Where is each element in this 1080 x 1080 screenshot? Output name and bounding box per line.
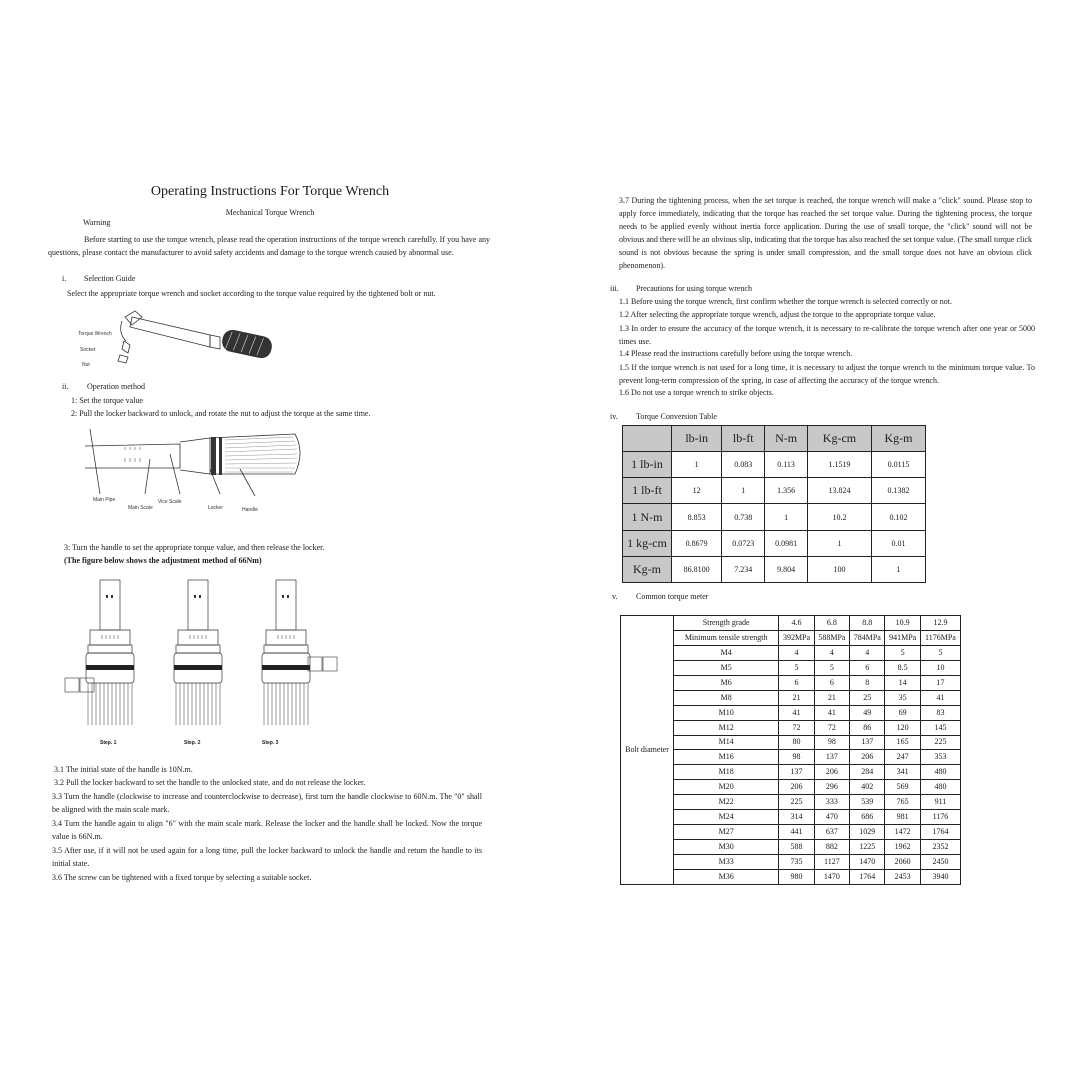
- bolt-size: M14: [674, 735, 779, 750]
- bolt-size: M6: [674, 675, 779, 690]
- table-cell: 98: [814, 735, 849, 750]
- section-ii-number: ii.: [62, 382, 69, 391]
- table-cell: 72: [814, 720, 849, 735]
- table-cell: 0.1382: [871, 478, 925, 504]
- table-cell: 4: [814, 645, 849, 660]
- table-cell: 2352: [920, 840, 960, 855]
- table-header: lb-ft: [722, 426, 765, 452]
- warning-heading: Warning: [83, 218, 111, 227]
- table-row: [623, 504, 926, 530]
- step-label-2: Step. 2: [184, 740, 201, 746]
- bolt-diameter-label: Bolt diameter: [621, 616, 674, 885]
- table-cell: 0.0115: [871, 452, 925, 478]
- table-cell: 1764: [920, 825, 960, 840]
- step1-text: 1: Set the torque value: [71, 396, 143, 405]
- note-3-5: 3.5 After use, if it will not be used again for a long time, pull the locker backward to unlock the handle and return the handle to its initial state.: [52, 846, 482, 868]
- table-cell: 137: [779, 765, 814, 780]
- table-cell: 8.5: [885, 660, 920, 675]
- table-cell: 7.234: [722, 556, 765, 582]
- torque-conversion-table: [622, 425, 926, 583]
- table-cell: 5: [920, 645, 960, 660]
- bolt-size: M10: [674, 705, 779, 720]
- note-3-3: 3.3 Turn the handle (clockwise to increase and counterclockwise to decrease), first turn the handle clockwise to 60N.m. The "0" shall be aligned with the main scale mark.: [52, 792, 482, 814]
- table-cell: 1176: [920, 810, 960, 825]
- table-cell: 0.738: [722, 504, 765, 530]
- table-cell: 402: [850, 780, 885, 795]
- note-3-6: 3.6 The screw can be tightened with a fixed torque by selecting a suitable socket.: [52, 873, 312, 882]
- table-row-header: 1 lb-ft: [623, 478, 672, 504]
- table-cell: 0.0723: [722, 530, 765, 556]
- table-cell: 480: [920, 780, 960, 795]
- table-cell: 480: [920, 765, 960, 780]
- table-cell: 137: [850, 735, 885, 750]
- table-row-header: 1 lb-in: [623, 452, 672, 478]
- bolt-size: M22: [674, 795, 779, 810]
- table-cell: 10: [920, 660, 960, 675]
- table-cell: 6: [814, 675, 849, 690]
- table-cell: 41: [920, 690, 960, 705]
- table-row: [623, 426, 926, 452]
- table-cell: 1225: [850, 840, 885, 855]
- table-cell: 6: [779, 675, 814, 690]
- fig2-label-main-scale: Main Scale: [128, 505, 153, 511]
- table-cell: 98: [779, 750, 814, 765]
- table-cell: 637: [814, 825, 849, 840]
- bolt-size: M36: [674, 869, 779, 884]
- wrench-scale-figure: [80, 424, 350, 504]
- table-row-header: Kg-m: [623, 556, 672, 582]
- table-cell: 1029: [850, 825, 885, 840]
- fig2-label-handle: Handle: [242, 507, 258, 513]
- fig1-label-socket: Socket: [80, 347, 96, 353]
- table-cell: 1: [807, 530, 871, 556]
- table-cell: 470: [814, 810, 849, 825]
- section-v-number: v.: [612, 592, 618, 601]
- table-cell: 2453: [885, 869, 920, 884]
- table-cell: 284: [850, 765, 885, 780]
- strength-grade-label: Strength grade: [674, 616, 779, 631]
- table-cell: 941MPa: [885, 630, 920, 645]
- table-cell: 247: [885, 750, 920, 765]
- table-cell: 72: [779, 720, 814, 735]
- table-cell: 1962: [885, 840, 920, 855]
- torque-wrench-figure: [70, 305, 290, 375]
- section-iii-title: Precautions for using torque wrench: [636, 284, 752, 293]
- section-iv-number: iv.: [610, 412, 618, 421]
- table-cell: 5: [885, 645, 920, 660]
- table-cell: 9.804: [765, 556, 808, 582]
- table-cell: 225: [779, 795, 814, 810]
- table-cell: 588MPa: [814, 630, 849, 645]
- step-label-1: Step. 1: [100, 740, 117, 746]
- bolt-size: M20: [674, 780, 779, 795]
- section-ii-title: Operation method: [87, 382, 145, 391]
- fig1-label-nut: Nut: [82, 362, 90, 368]
- table-cell: 35: [885, 690, 920, 705]
- table-cell: 882: [814, 840, 849, 855]
- table-cell: 17: [920, 675, 960, 690]
- table-cell: 25: [850, 690, 885, 705]
- table-cell: 1: [871, 556, 925, 582]
- table-row-header: 1 kg-cm: [623, 530, 672, 556]
- table-cell: 5: [779, 660, 814, 675]
- bolt-size: M12: [674, 720, 779, 735]
- table-cell: 981: [885, 810, 920, 825]
- table-cell: 41: [814, 705, 849, 720]
- precaution-1-3: 1.3 In order to ensure the accuracy of the torque wrench, it is necessary to re-calibrate the torque wrench after one year or 5000 times use.: [619, 324, 1035, 346]
- table-cell: 2060: [885, 855, 920, 870]
- table-cell: [623, 426, 672, 452]
- section-i-number: i.: [62, 274, 67, 283]
- page-title: Operating Instructions For Torque Wrench: [150, 184, 390, 199]
- table-cell: 735: [779, 855, 814, 870]
- selection-text: Select the appropriate torque wrench and socket according to the torque value required by the tightened bolt or nut.: [67, 289, 436, 298]
- bolt-size: M33: [674, 855, 779, 870]
- common-torque-table: [620, 615, 961, 885]
- table-cell: 6: [850, 660, 885, 675]
- note-3-1: 3.1 The initial state of the handle is 10N.m.: [54, 765, 193, 774]
- table-cell: 0.8679: [672, 530, 722, 556]
- table-cell: 80: [779, 735, 814, 750]
- table-row-header: 1 N-m: [623, 504, 672, 530]
- table-cell: 86: [850, 720, 885, 735]
- table-cell: 137: [814, 750, 849, 765]
- table-cell: 784MPa: [850, 630, 885, 645]
- table-cell: 686: [850, 810, 885, 825]
- table-cell: 12: [672, 478, 722, 504]
- table-cell: 1470: [814, 869, 849, 884]
- table-cell: 10.2: [807, 504, 871, 530]
- table-cell: 49: [850, 705, 885, 720]
- page-subtitle: Mechanical Torque Wrench: [225, 208, 315, 217]
- table-header: 8.8: [850, 616, 885, 631]
- table-cell: 165: [885, 735, 920, 750]
- table-cell: 83: [920, 705, 960, 720]
- step3-text: 3: Turn the handle to set the appropriate torque value, and then release the locker.: [64, 543, 325, 552]
- table-cell: 206: [779, 780, 814, 795]
- table-cell: 69: [885, 705, 920, 720]
- section-iv-title: Torque Conversion Table: [636, 412, 717, 421]
- adjustment-steps-figure: [60, 575, 350, 740]
- bolt-size: M16: [674, 750, 779, 765]
- bolt-size: M24: [674, 810, 779, 825]
- step2-text: 2: Pull the locker backward to unlock, and rotate the nut to adjust the torque at the same time.: [71, 409, 371, 418]
- table-cell: 1127: [814, 855, 849, 870]
- table-cell: 100: [807, 556, 871, 582]
- table-cell: 1470: [850, 855, 885, 870]
- fig2-label-locker: Locker: [208, 505, 224, 511]
- table-cell: 3940: [920, 869, 960, 884]
- table-cell: 980: [779, 869, 814, 884]
- table-row: [623, 478, 926, 504]
- bolt-size: M8: [674, 690, 779, 705]
- note-3-4: 3.4 Turn the handle again to align "6" with the main scale mark. Release the locker and the handle shall be locked. Now the torque value is 66N.m.: [52, 819, 482, 841]
- table-header: 4.6: [779, 616, 814, 631]
- table-cell: 539: [850, 795, 885, 810]
- table-cell: 2450: [920, 855, 960, 870]
- table-header: 12.9: [920, 616, 960, 631]
- table-cell: 1: [722, 478, 765, 504]
- table-cell: 4: [850, 645, 885, 660]
- warning-text: Before starting to use the torque wrench, please read the operation instructions of the torque wrench carefully. If you have any questions, please contact the manufacturer to avoid safety accidents and damage to the torque wrench caused by abnormal use.: [48, 235, 490, 257]
- fig1-label-wrench: Torque Wrench: [78, 331, 112, 337]
- step-label-3: Step. 3: [262, 740, 279, 746]
- table-cell: 86.8100: [672, 556, 722, 582]
- table-cell: 206: [850, 750, 885, 765]
- fig2-label-vice-scale: Vice Scale: [158, 499, 182, 505]
- table-cell: 1764: [850, 869, 885, 884]
- table-cell: 0.0981: [765, 530, 808, 556]
- table-cell: 0.102: [871, 504, 925, 530]
- table-header: 10.9: [885, 616, 920, 631]
- bolt-size: M30: [674, 840, 779, 855]
- bolt-size: M5: [674, 660, 779, 675]
- table-cell: 206: [814, 765, 849, 780]
- table-header: lb-in: [672, 426, 722, 452]
- table-cell: 145: [920, 720, 960, 735]
- table-cell: 0.01: [871, 530, 925, 556]
- table-cell: 8: [850, 675, 885, 690]
- precaution-1-5: 1.5 If the torque wrench is not used for a long time, it is necessary to adjust the torque wrench to the minimum torque value. To prevent long-term compression of the spring, in case of affecting the accuracy of the torque wrench.: [619, 363, 1035, 385]
- table-cell: 0.083: [722, 452, 765, 478]
- table-cell: 296: [814, 780, 849, 795]
- table-cell: 333: [814, 795, 849, 810]
- table-cell: 41: [779, 705, 814, 720]
- note-3-2: 3.2 Pull the locker backward to set the handle to the unlocked state, and do not release the locker.: [54, 778, 366, 787]
- table-header: Kg-m: [871, 426, 925, 452]
- table-header: Kg-cm: [807, 426, 871, 452]
- table-row: [623, 452, 926, 478]
- precaution-1-4: 1.4 Please read the instructions carefully before using the torque wrench.: [619, 349, 853, 358]
- precaution-1-2: 1.2 After selecting the appropriate torque wrench, adjust the torque to the appropriate torque value.: [619, 310, 936, 319]
- table-cell: 911: [920, 795, 960, 810]
- table-cell: 13.824: [807, 478, 871, 504]
- table-cell: 1: [672, 452, 722, 478]
- table-cell: 392MPa: [779, 630, 814, 645]
- section-v-title: Common torque meter: [636, 592, 709, 601]
- table-cell: 765: [885, 795, 920, 810]
- table-cell: 588: [779, 840, 814, 855]
- table-cell: 341: [885, 765, 920, 780]
- table-row: [621, 616, 961, 631]
- table-cell: 1472: [885, 825, 920, 840]
- tensile-strength-label: Minimum tensile strength: [674, 630, 779, 645]
- table-cell: 441: [779, 825, 814, 840]
- para-3-7: 3.7 During the tightening process, when the set torque is reached, the torque wrench will make a "click" sound. Please stop to apply force immediately, indicating that the torque has reached the set torque value. During the tightening process, the torque needs to be applied evenly without inertia force application. During the use of small torque, the "click" sound will not be obvious and there will be an obvious slip, indicating that the torque has also reached the set torque value. (The small torque click sound is not obvious because the spring is under small compression, and the small torque does not have an obvious click phenomenon).: [619, 196, 1032, 270]
- table-header: 6.8: [814, 616, 849, 631]
- table-cell: 1: [765, 504, 808, 530]
- bolt-size: M18: [674, 765, 779, 780]
- table-cell: 314: [779, 810, 814, 825]
- precaution-1-6: 1.6 Do not use a torque wrench to strike objects.: [619, 388, 774, 397]
- table-cell: 4: [779, 645, 814, 660]
- table-cell: 21: [779, 690, 814, 705]
- step3-note: (The figure below shows the adjustment method of 66Nm): [64, 556, 262, 565]
- table-cell: 569: [885, 780, 920, 795]
- bolt-size: M27: [674, 825, 779, 840]
- bolt-size: M4: [674, 645, 779, 660]
- table-cell: 353: [920, 750, 960, 765]
- section-i-title: Selection Guide: [84, 274, 136, 283]
- fig2-label-main-pipe: Main Pipe: [93, 497, 116, 503]
- table-cell: 120: [885, 720, 920, 735]
- table-cell: 0.113: [765, 452, 808, 478]
- precaution-1-1: 1.1 Before using the torque wrench, first confirm whether the torque wrench is selected correctly or not.: [619, 297, 952, 306]
- table-cell: 1176MPa: [920, 630, 960, 645]
- table-cell: 1.356: [765, 478, 808, 504]
- table-cell: 225: [920, 735, 960, 750]
- table-row: [623, 530, 926, 556]
- table-cell: 1.1519: [807, 452, 871, 478]
- section-iii-number: iii.: [610, 284, 619, 293]
- table-cell: 5: [814, 660, 849, 675]
- table-cell: 14: [885, 675, 920, 690]
- table-row: [623, 556, 926, 582]
- table-cell: 8.853: [672, 504, 722, 530]
- table-cell: 21: [814, 690, 849, 705]
- table-header: N-m: [765, 426, 808, 452]
